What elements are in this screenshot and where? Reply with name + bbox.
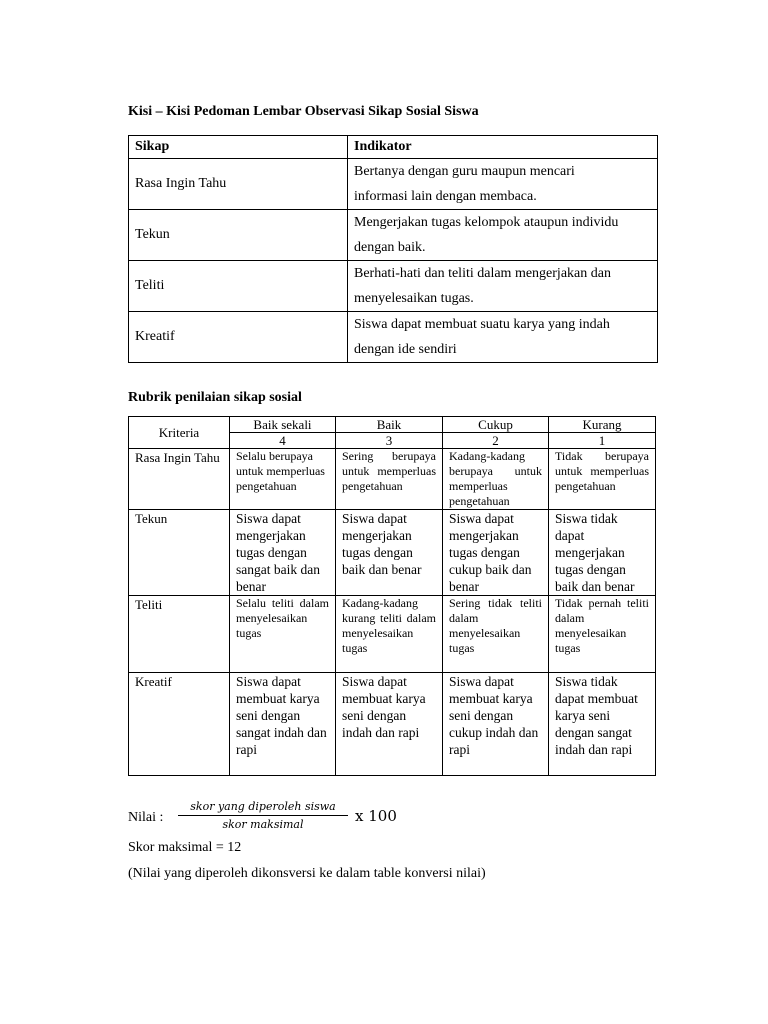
heading-kisi-kisi: Kisi – Kisi Pedoman Lembar Observasi Sikap Sosial Siswa [128,104,479,119]
table-row [129,596,656,673]
indikator-cell [348,159,658,210]
rubric-cell: Siswa tidak dapat mengerjakan tugas dengan baik dan benar [549,510,656,596]
kriteria-name: Kreatif [129,673,230,776]
rubric-cell: Tidak pernah teliti dalam menyelesaikan tugas [549,596,656,673]
rubric-cell: Siswa dapat mengerjakan tugas dengan cukup baik dan benar [443,510,549,596]
header-sikap: Sikap [129,136,348,159]
indikator-line: dengan ide sendiri [354,342,457,357]
kriteria-name: Teliti [129,596,230,673]
indikator-line: Siswa dapat membuat suatu karya yang indah [354,317,610,332]
header-level-label: Baik [336,417,443,433]
table-row [129,261,658,312]
rubric-cell: Kadang-kadang kurang teliti dalam menyelesaikan tugas [336,596,443,673]
header-level-score: 4 [230,433,336,449]
formula-numerator: skor yang diperoleh siswa [178,800,348,816]
note-konversi: (Nilai yang diperoleh dikonsversi ke dalam table konversi nilai) [128,866,486,881]
indikator-line: Mengerjakan tugas kelompok ataupun individu [354,215,619,230]
header-level-label: Kurang [549,417,656,433]
indicator-table [128,135,658,363]
kriteria-name: Rasa Ingin Tahu [129,449,230,510]
header-level-label: Cukup [443,417,549,433]
header-level-score: 2 [443,433,549,449]
indikator-line: Berhati-hati dan teliti dalam mengerjakan dan [354,266,611,281]
rubric-cell: Tidak berupaya untuk memperluas pengetahuan [549,449,656,510]
rubric-cell: Siswa dapat membuat karya seni dengan indah dan rapi [336,673,443,776]
rubric-cell: Siswa dapat mengerjakan tugas dengan baik dan benar [336,510,443,596]
rubric-cell: Kadang-kadang berupaya untuk memperluas pengetahuan [443,449,549,510]
table-row [129,449,656,510]
rubric-cell: Sering tidak teliti dalam menyelesaikan tugas [443,596,549,673]
rubric-cell: Siswa tidak dapat membuat karya seni dengan sangat indah dan rapi [549,673,656,776]
header-kriteria: Kriteria [129,417,230,449]
rubric-cell: Siswa dapat membuat karya seni dengan cukup indah dan rapi [443,673,549,776]
formula-denominator: skor maksimal [222,818,304,831]
table-row [129,210,658,261]
skor-maksimal: Skor maksimal = 12 [128,840,242,855]
rubric-cell: Selalu berupaya untuk memperluas pengetahuan [230,449,336,510]
rubric-cell: Siswa dapat membuat karya seni dengan sangat indah dan rapi [230,673,336,776]
sikap-cell: Tekun [129,210,348,261]
rubric-cell: Sering berupaya untuk memperluas pengetahuan [336,449,443,510]
rubric-cell: Selalu teliti dalam menyelesaikan tugas [230,596,336,673]
indikator-line: menyelesaikan tugas. [354,291,474,306]
header-indikator: Indikator [348,136,658,159]
heading-rubrik: Rubrik penilaian sikap sosial [128,390,302,405]
formula-fraction [178,800,348,831]
table-row [129,159,658,210]
sikap-cell: Rasa Ingin Tahu [129,159,348,210]
indikator-line: informasi lain dengan membaca. [354,189,537,204]
header-level-label: Baik sekali [230,417,336,433]
header-level-score: 1 [549,433,656,449]
sikap-cell: Kreatif [129,312,348,363]
header-level-score: 3 [336,433,443,449]
indikator-cell [348,261,658,312]
table-row [129,312,658,363]
sikap-cell: Teliti [129,261,348,312]
table-row [129,510,656,596]
indicator-table-header [129,136,658,159]
formula-label: Nilai : [128,810,164,825]
kriteria-name: Tekun [129,510,230,596]
rubric-cell: Siswa dapat mengerjakan tugas dengan sangat baik dan benar [230,510,336,596]
table-row [129,673,656,776]
rubric-header-row [129,417,656,433]
indikator-cell [348,312,658,363]
indikator-cell [348,210,658,261]
rubric-table [128,416,656,776]
indikator-line: dengan baik. [354,240,426,255]
indikator-line: Bertanya dengan guru maupun mencari [354,164,575,179]
formula-multiplier: x 100 [355,807,397,825]
